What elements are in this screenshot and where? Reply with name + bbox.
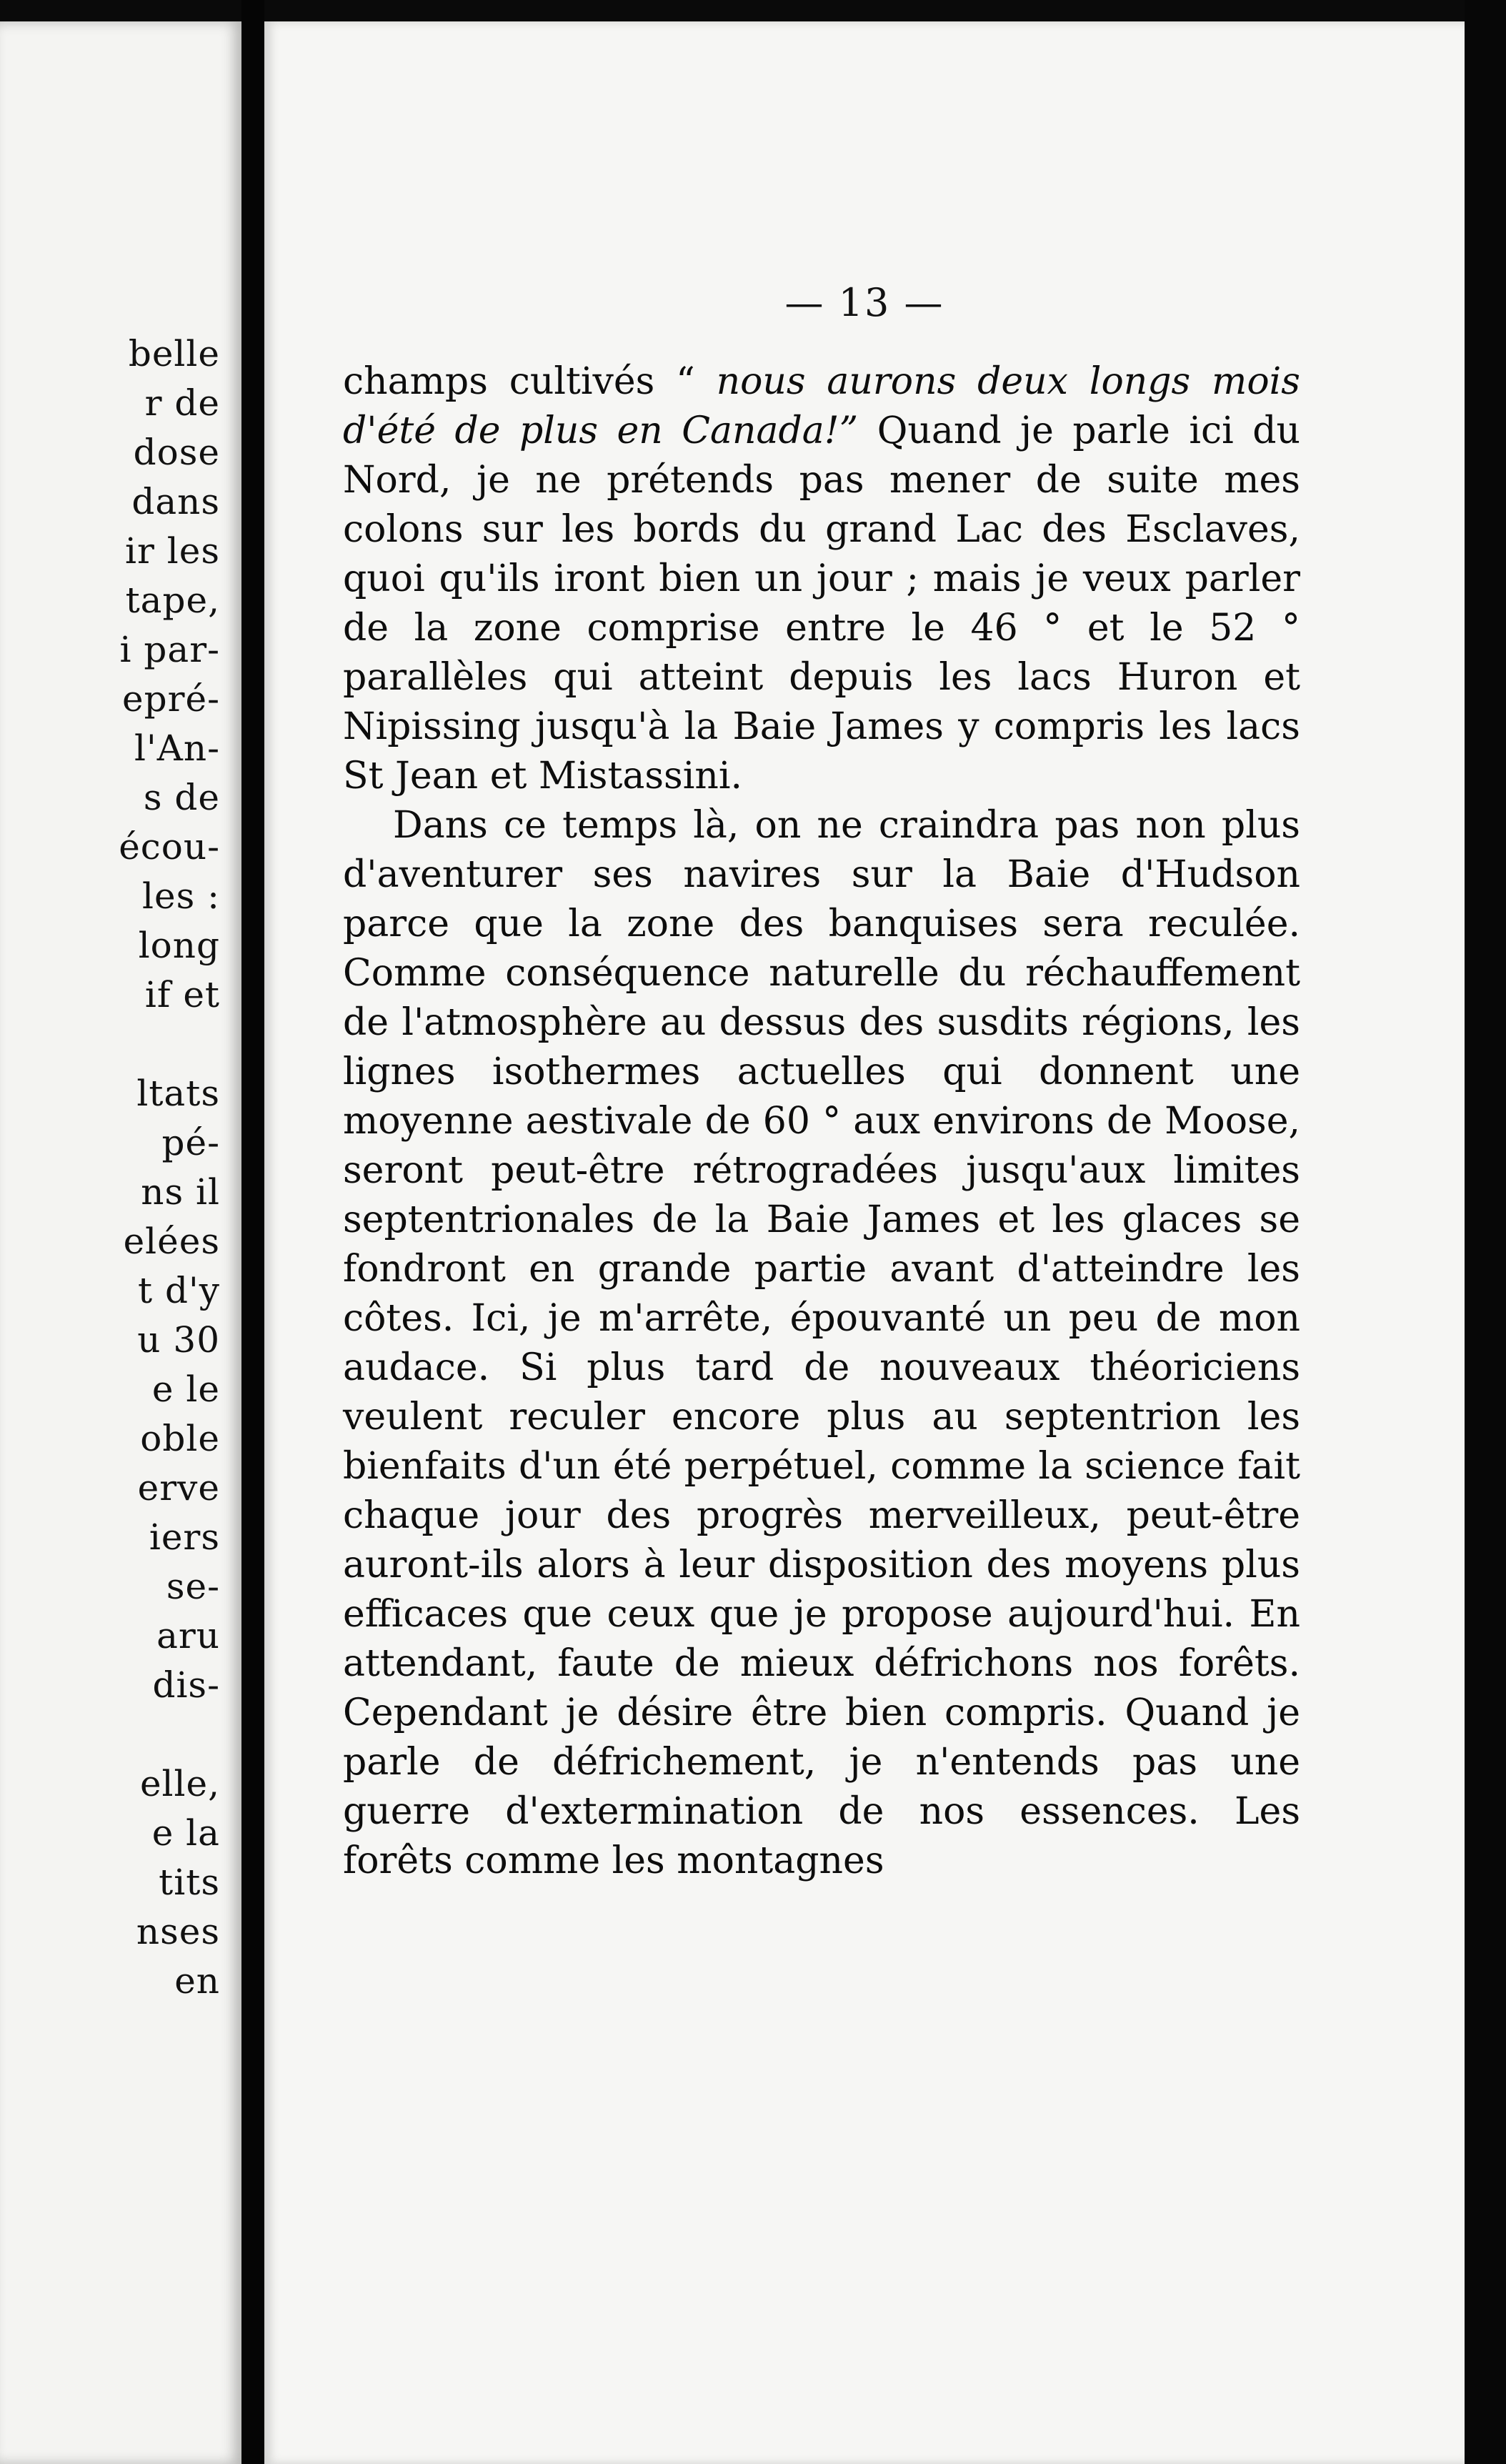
previous-page-line: u 30 [137,1319,220,1361]
paragraph-1-rest: Quand je parle ici du Nord, je ne prétends pas mener de suite mes colons sur les bords du grand Lac des Esclaves, quoi qu'ils iront bien un jour ; mais je veux parler de la zone comprise entre le 46 ° et le 52 ° parallèles qui atteint depuis les lacs Huron et Nipissing jusqu'à la Baie James y compris les lacs St Jean et Mistassini. [343,409,1300,798]
previous-page-line: ns il [141,1171,220,1213]
paragraph-2: Dans ce temps là, on ne craindra pas non plus d'aventurer ses navires sur la Baie d'Hudson parce que la zone des banquises sera reculée. Comme conséquence naturelle du réchauffement de l'atmosphère au dessus des susdits régions, les lignes isothermes actuelles qui donnent une moyenne aestivale de 60 ° aux environs de Moose, seront peut-être rétrogradées jusqu'aux limites septentrionales de la Baie James et les glaces se fondront en grande partie avant d'atteindre les côtes. Ici, je m'arrête, épouvanté un peu de mon audace. Si plus tard de nouveaux théoriciens veulent reculer encore plus au septentrion les bienfaits d'un été perpétuel, comme la science fait chaque jour des progrès merveilleux, peut-être auront-ils alors à leur disposition des moyens plus efficaces que ceux que je propose aujourd'hui. En attendant, faute de mieux défrichons nos forêts. Cependant je désire être bien compris. Quand je parle de défrichement, je n'entends pas une guerre d'extermination de nos essences. Les forêts comme les montagnes [343,804,1300,1882]
previous-page-line: tape, [125,580,220,621]
previous-page-line: dans [131,481,220,522]
previous-page-line: tits [159,1862,220,1903]
book-gutter [241,0,264,2464]
previous-page-line: erve [137,1467,220,1509]
previous-page-line: s de [143,777,220,818]
paragraph-1-start: champs cultivés “ [343,360,717,403]
previous-page-line: dis- [152,1664,220,1706]
page-number: — 13 — [784,280,944,325]
previous-page-line: if et [144,974,220,1015]
paragraph-1-quote: nous aurons deux longs mois d'été de plus en Canada!” [343,360,1300,452]
previous-page-line: l'An- [134,727,220,769]
previous-page-line: iers [149,1516,220,1558]
previous-page-line: aru [156,1615,220,1656]
previous-page-line: les : [142,875,220,917]
previous-page-strip [0,21,241,2464]
main-page [264,21,1465,2464]
previous-page-line: long [138,925,220,966]
previous-page-line: elle, [139,1763,220,1804]
previous-page-line: nses [136,1911,220,1952]
previous-page-line: i par- [119,629,220,670]
previous-page-line: se- [166,1566,220,1607]
body-text [343,357,1300,1886]
previous-page-line: t d'y [138,1270,220,1311]
previous-page-line: pé- [161,1122,220,1163]
previous-page-line: dose [133,432,220,473]
previous-page-line: e la [151,1812,220,1854]
paragraph-1 [343,357,1300,801]
previous-page-line: elées [123,1221,220,1262]
previous-page-line: écou- [119,826,220,868]
previous-page-line: ltats [136,1073,220,1114]
right-scan-edge [1465,0,1506,2464]
previous-page-line: en [174,1960,220,2002]
previous-page-line: oble [140,1418,220,1459]
previous-page-line: epré- [122,678,220,720]
previous-page-line: belle [128,333,220,374]
previous-page-line: r de [144,382,220,424]
previous-page-line: e le [151,1368,220,1410]
previous-page-line: ir les [124,530,220,572]
